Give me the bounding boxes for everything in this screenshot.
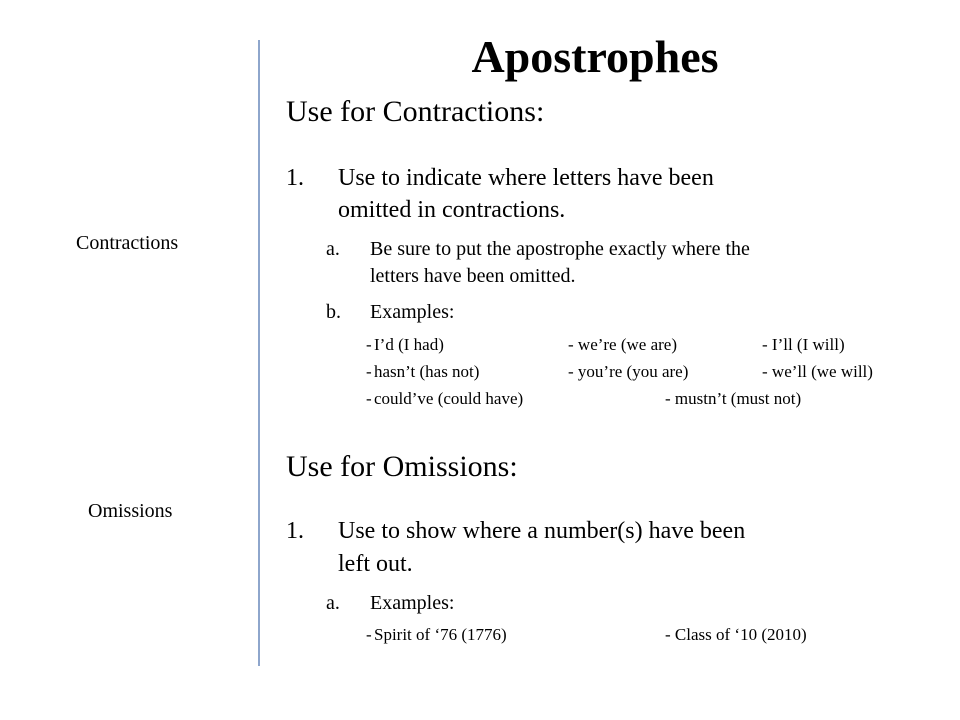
example-row3-col2: - mustn’t (must not) xyxy=(665,389,802,408)
contractions-sub-b-marker: b. xyxy=(326,301,341,323)
contractions-sub-a-marker: a. xyxy=(326,238,340,260)
example-dash: - xyxy=(366,625,372,644)
omissions-heading: Use for Omissions: xyxy=(286,450,518,483)
example-row2-col1: hasn’t (has not) xyxy=(374,362,480,381)
contractions-sub-b-text: Examples: xyxy=(370,301,455,323)
contractions-item1-marker: 1. xyxy=(286,165,304,191)
contractions-heading: Use for Contractions: xyxy=(286,95,545,128)
example-row2-col2: - you’re (you are) xyxy=(568,362,689,381)
omission-example-col2: - Class of ‘10 (2010) xyxy=(665,625,807,644)
contractions-item1-line1: Use to indicate where letters have been xyxy=(338,165,714,191)
omissions-item1-line2: left out. xyxy=(338,551,413,577)
contractions-sub-a-line2: letters have been omitted. xyxy=(370,265,576,287)
omissions-item1-marker: 1. xyxy=(286,518,304,544)
sidebar-contractions-label: Contractions xyxy=(76,232,179,254)
example-row1-col3: - I’ll (I will) xyxy=(762,335,845,354)
example-dash: - xyxy=(366,362,372,381)
omissions-item1-line1: Use to show where a number(s) have been xyxy=(338,518,746,544)
omissions-sub-a-text: Examples: xyxy=(370,592,455,614)
contractions-sub-a-line1: Be sure to put the apostrophe exactly where the xyxy=(370,238,750,260)
example-row1-col1: I’d (I had) xyxy=(374,335,444,354)
example-row3-col1: could’ve (could have) xyxy=(374,389,524,408)
vertical-divider xyxy=(258,40,260,666)
slide-title: Apostrophes xyxy=(471,31,719,82)
example-dash: - xyxy=(366,389,372,408)
sidebar-omissions-label: Omissions xyxy=(88,500,173,522)
omission-example-col1: Spirit of ‘76 (1776) xyxy=(374,625,507,644)
example-row2-col3: - we’ll (we will) xyxy=(762,362,873,381)
contractions-item1-line2: omitted in contractions. xyxy=(338,197,566,223)
example-dash: - xyxy=(366,335,372,354)
example-row1-col2: - we’re (we are) xyxy=(568,335,677,354)
omissions-sub-a-marker: a. xyxy=(326,592,340,614)
